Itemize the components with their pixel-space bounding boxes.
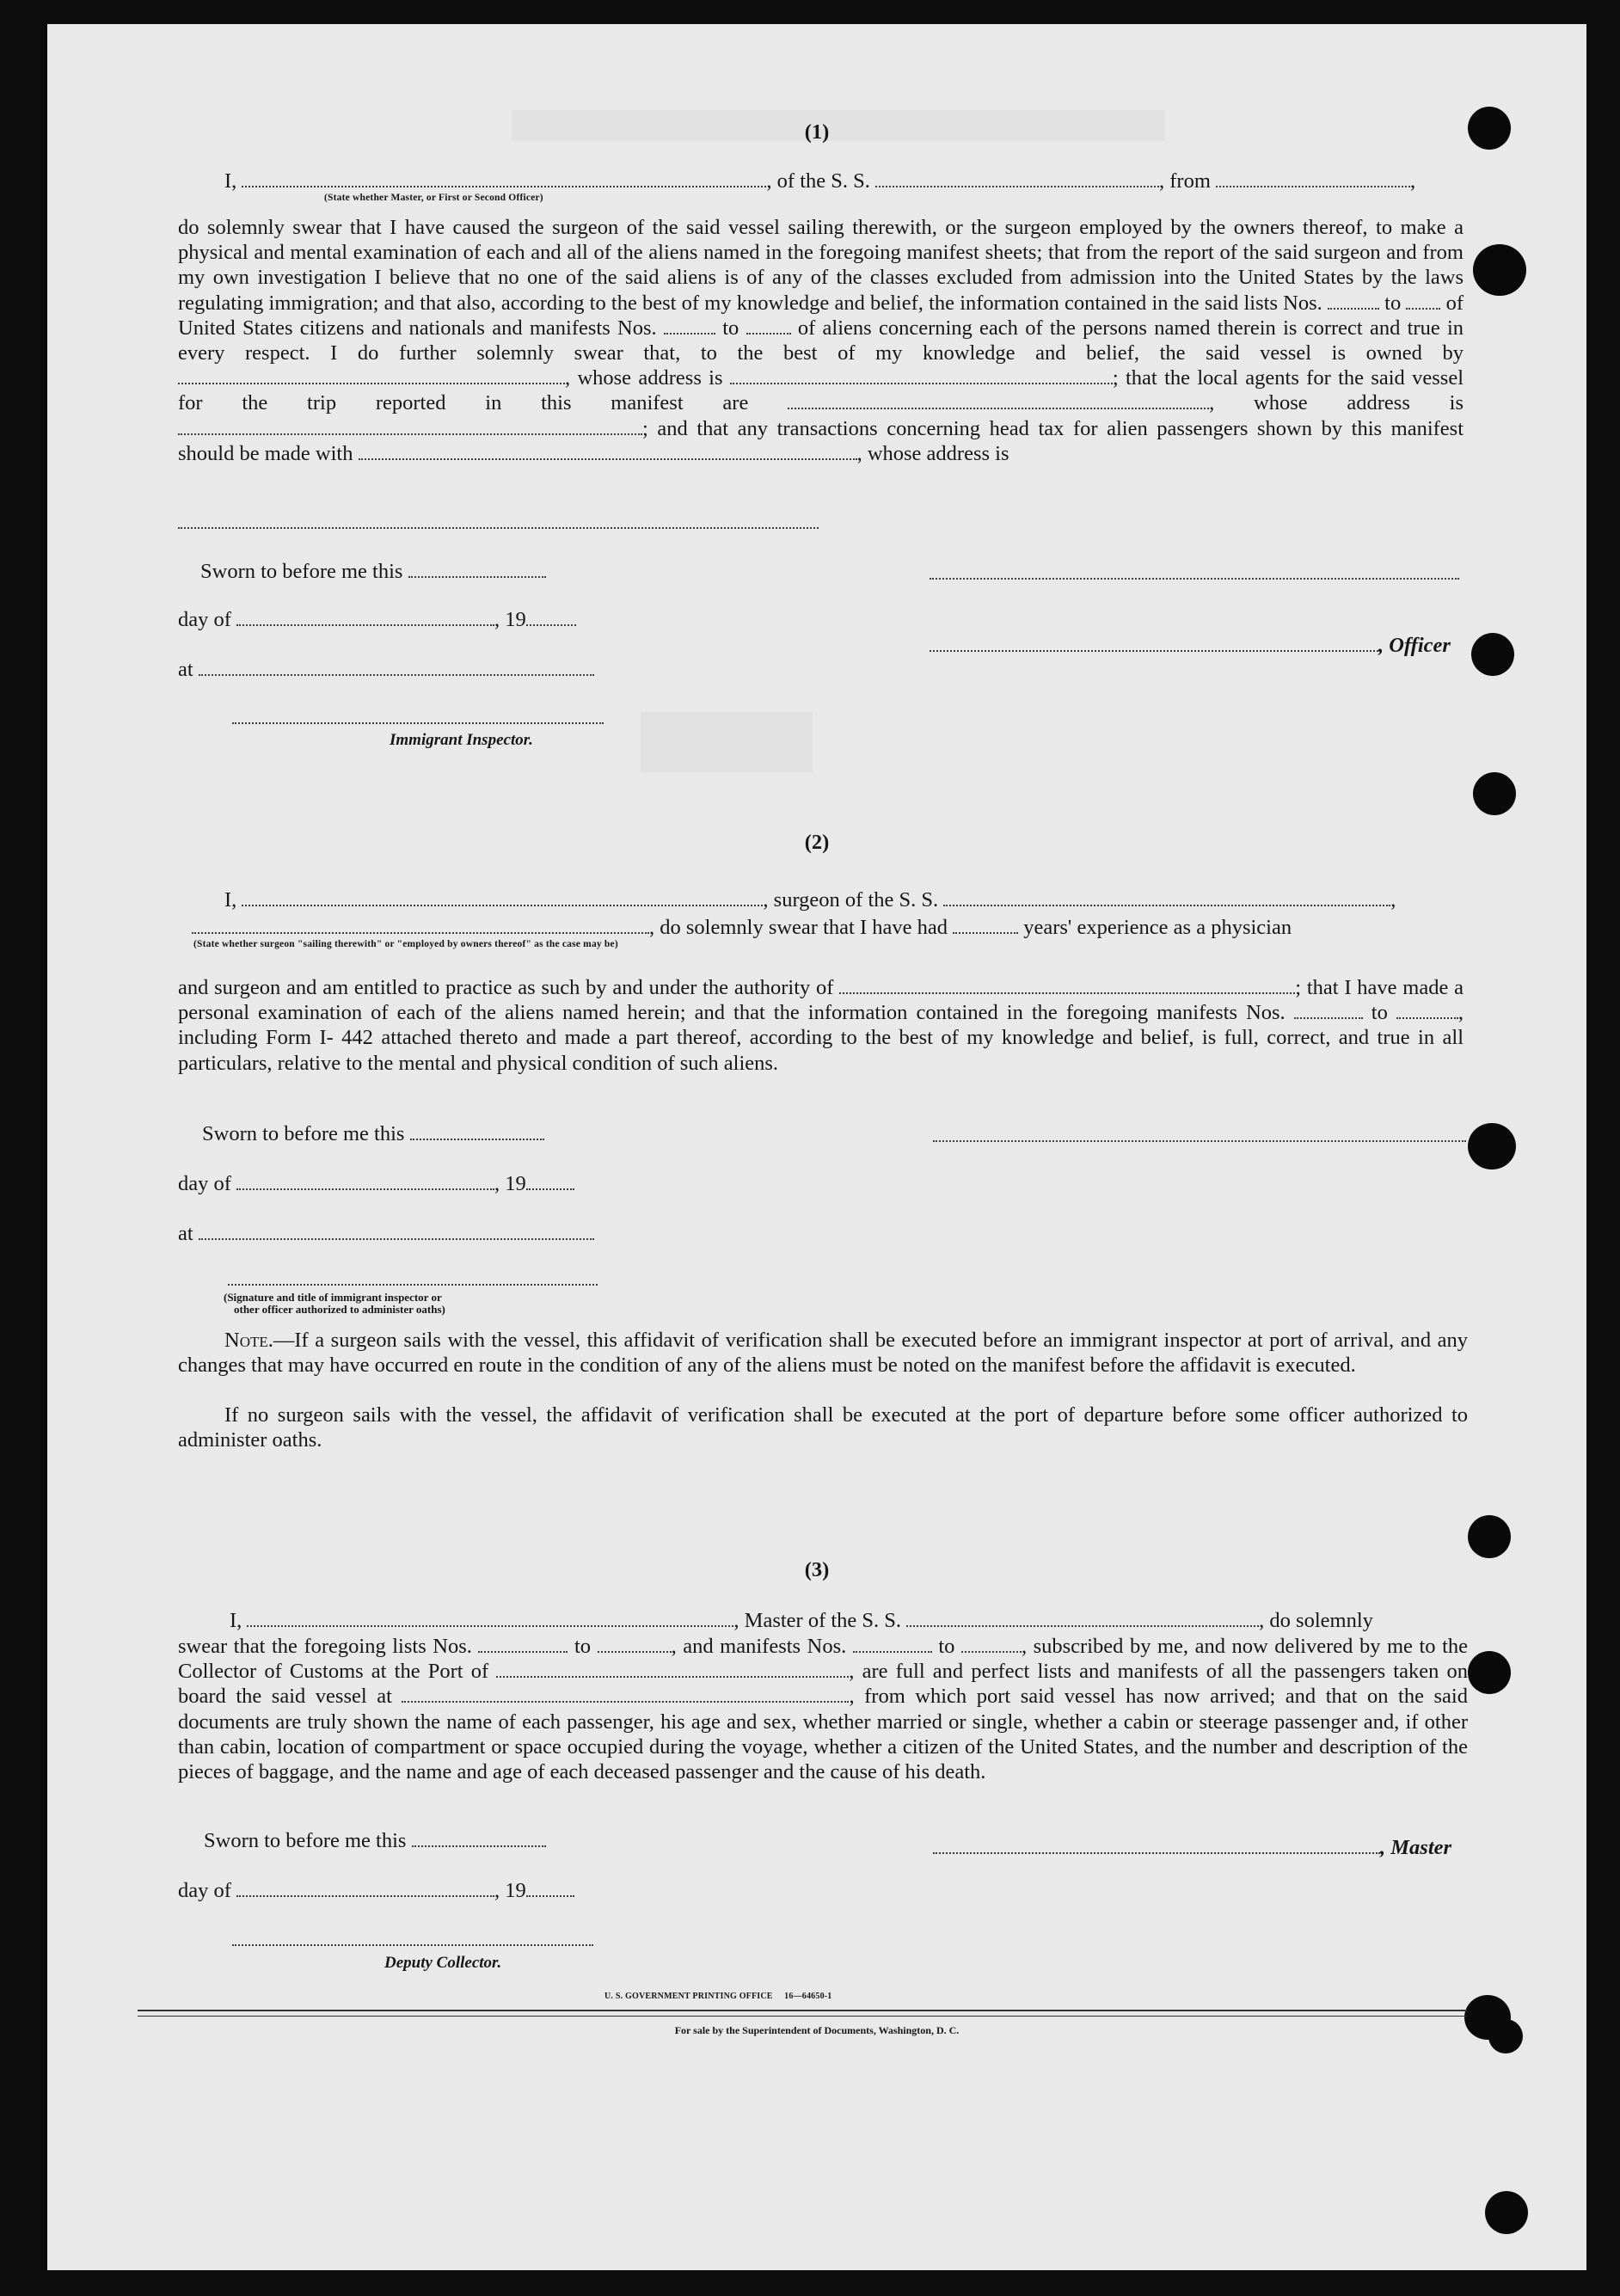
punch-hole bbox=[1485, 2191, 1528, 2234]
section-2-line-1: I, , surgeon of the S. S. , bbox=[224, 888, 1396, 912]
footer-rule-2 bbox=[138, 2016, 1467, 2017]
surgeon-ship-field[interactable] bbox=[943, 889, 1390, 906]
section-3-heading: (3) bbox=[804, 1558, 830, 1581]
manifests-to-field[interactable] bbox=[746, 317, 791, 335]
ship-name-field[interactable] bbox=[875, 170, 1159, 187]
lists-from-field[interactable] bbox=[1328, 292, 1379, 310]
boarding-port-field[interactable] bbox=[402, 1685, 849, 1703]
lists-from-field-3[interactable] bbox=[478, 1636, 568, 1653]
month-field-2[interactable] bbox=[236, 1173, 494, 1190]
master-name-field[interactable] bbox=[247, 1610, 733, 1627]
master-signature-line: , Master bbox=[933, 1835, 1451, 1861]
month-field-3[interactable] bbox=[236, 1880, 494, 1897]
manifests-to-field-2[interactable] bbox=[1396, 1002, 1458, 1019]
master-ship-field[interactable] bbox=[906, 1610, 1259, 1627]
officer-title-field[interactable] bbox=[930, 635, 1378, 652]
at-line-1: at bbox=[178, 657, 594, 683]
day-of-line-2: day of , 19 bbox=[178, 1171, 574, 1197]
year-field-2[interactable] bbox=[526, 1173, 574, 1190]
section-1-line-1: I, , of the S. S. , from , bbox=[224, 169, 1416, 193]
deputy-collector-label: Deputy Collector. bbox=[384, 1954, 502, 1972]
punch-hole bbox=[1468, 1651, 1511, 1694]
surgeon-signature-line[interactable] bbox=[933, 1140, 1466, 1142]
officer-name-field[interactable] bbox=[242, 170, 766, 187]
section-3-body: swear that the foregoing lists Nos. to , and manifests Nos. to , subscribed by me, and now delivered by me to the Collector of Customs at the Port of , are full and perfect lists and manifests of all the passengers taken on board the said vessel at , from which port said vessel has now arrived; and that on the said documents are truly shown the name of each passenger, his age and sex, whether married or single, whether a cabin or steerage passenger and, if other than cabin, location of compartment or space occupied during the voyage, whether a citizen of the United States, and the number and description of the pieces of baggage, and the name and age of each deceased passenger and the cause of his death. bbox=[178, 1635, 1468, 1784]
sworn-line-1: Sworn to before me this bbox=[200, 559, 546, 585]
printer-imprint: U. S. GOVERNMENT PRINTING OFFICE 16—64650-1 bbox=[604, 1992, 832, 2001]
punch-hole bbox=[1468, 1123, 1516, 1169]
years-experience-field[interactable] bbox=[953, 917, 1018, 934]
port-of-arrival-field[interactable] bbox=[496, 1661, 849, 1678]
manifests-from-field[interactable] bbox=[664, 317, 715, 335]
punch-hole bbox=[1471, 633, 1514, 676]
section-2-heading: (2) bbox=[804, 831, 830, 854]
lists-to-field-3[interactable] bbox=[598, 1636, 672, 1653]
head-tax-contact-field[interactable] bbox=[359, 443, 857, 460]
sworn-line-3: Sworn to before me this bbox=[204, 1828, 546, 1854]
month-field[interactable] bbox=[236, 609, 494, 626]
authority-field[interactable] bbox=[839, 977, 1295, 994]
surgeon-name-field[interactable] bbox=[242, 889, 763, 906]
surgeon-caption: (State whether surgeon "sailing therewith" or "employed by owners thereof" as the case may be) bbox=[193, 939, 618, 949]
year-field[interactable] bbox=[526, 609, 576, 626]
agents-address-field[interactable] bbox=[178, 418, 642, 435]
officer-line: , Officer bbox=[930, 633, 1451, 659]
section-1-body: do solemnly swear that I have caused the surgeon of the said vessel sailing therewith, or the surgeon employed by the owners thereof, to make a physical and mental examination of each and all of the aliens named in the foregoing manifest sheets; that from the report of the said surgeon and from my own investigation I believe that no one of the said aliens is of any of the classes excluded from admission into the United States by the laws regulating immigration; and that also, according to the best of my knowledge and belief, the information contained in the said lists Nos. to of United States citizens and nationals and manifests Nos. to of aliens concerning each of the persons named therein is correct and true in every respect. I do further solemnly swear that, to the best of my knowledge and belief, the said vessel is owned by , whose address is ; that the local agents for the said vessel for the trip reported in this manifest are , whose address is ; and that any transactions concerning head tax for alien passengers shown by this manifest should be made with , whose address is bbox=[178, 216, 1464, 465]
note-paragraph-2: If no surgeon sails with the vessel, the affidavit of verification shall be executed at the port of departure before some officer authorized to administer oaths. bbox=[178, 1403, 1468, 1452]
note-paragraph: Note.—If a surgeon sails with the vessel, this affidavit of verification shall be executed before an immigrant inspector at port of arrival, and any changes that may have occurred en route in the condition of any of the aliens must be noted on the manifest before the affidavit is executed. bbox=[178, 1329, 1468, 1378]
footer-rule bbox=[138, 2010, 1467, 2011]
punch-hole bbox=[1473, 772, 1516, 815]
place-field-2[interactable] bbox=[199, 1223, 594, 1240]
verifier-caption: (Signature and title of immigrant inspector or other officer authorized to administer oaths) bbox=[224, 1291, 445, 1316]
form-page bbox=[47, 24, 1586, 2270]
owner-address-field[interactable] bbox=[730, 367, 1113, 384]
owner-field[interactable] bbox=[178, 367, 565, 384]
officer-caption: (State whether Master, or First or Second Officer) bbox=[324, 193, 543, 203]
day-of-line-1: day of , 19 bbox=[178, 607, 576, 633]
head-tax-address-field[interactable] bbox=[178, 527, 819, 529]
day-of-line-3: day of , 19 bbox=[178, 1878, 574, 1904]
at-line-2: at bbox=[178, 1221, 594, 1247]
verifier-signature-line[interactable] bbox=[228, 1284, 598, 1286]
inspector-signature-line[interactable] bbox=[232, 722, 604, 724]
sworn-line-2: Sworn to before me this bbox=[202, 1121, 544, 1147]
local-agents-field[interactable] bbox=[788, 392, 1209, 409]
departure-port-field[interactable] bbox=[1216, 170, 1410, 187]
section-2-body: and surgeon and am entitled to practice as such by and under the authority of ; that I have made a personal examination of each of the aliens named herein; and that the information contained in the foregoing manifests Nos. to , including Form I- 442 attached thereto and made a part thereof, according to the best of my knowledge and belief, is full, correct, and true in all particulars, relative to the mental and physical condition of such aliens. bbox=[178, 976, 1464, 1075]
section-3-line-1: I, , Master of the S. S. , do solemnly bbox=[230, 1609, 1373, 1632]
place-field[interactable] bbox=[199, 659, 594, 676]
sworn-date-field-3[interactable] bbox=[412, 1830, 546, 1847]
sworn-date-field[interactable] bbox=[408, 561, 546, 578]
punch-hole bbox=[1473, 244, 1526, 296]
lists-to-field[interactable] bbox=[1406, 292, 1440, 310]
surgeon-status-field[interactable] bbox=[192, 917, 649, 934]
year-field-3[interactable] bbox=[526, 1880, 574, 1897]
manifests-from-field-2[interactable] bbox=[1294, 1002, 1363, 1019]
manifests-from-field-3[interactable] bbox=[853, 1636, 932, 1653]
for-sale-notice: For sale by the Superintendent of Documents, Washington, D. C. bbox=[674, 2024, 960, 2036]
punch-hole bbox=[1468, 1515, 1511, 1558]
master-signature-field[interactable] bbox=[933, 1837, 1380, 1854]
sworn-date-field-2[interactable] bbox=[410, 1123, 544, 1140]
section-1-heading: (1) bbox=[804, 120, 830, 144]
immigrant-inspector-label: Immigrant Inspector. bbox=[390, 731, 533, 749]
deputy-signature-line[interactable] bbox=[232, 1944, 593, 1946]
bleed-through-mark bbox=[641, 712, 813, 772]
section-2-line-2: , do solemnly swear that I have had years' experience as a physician bbox=[192, 915, 1292, 941]
manifests-to-field-3[interactable] bbox=[961, 1636, 1022, 1653]
officer-signature-line[interactable] bbox=[930, 578, 1459, 580]
